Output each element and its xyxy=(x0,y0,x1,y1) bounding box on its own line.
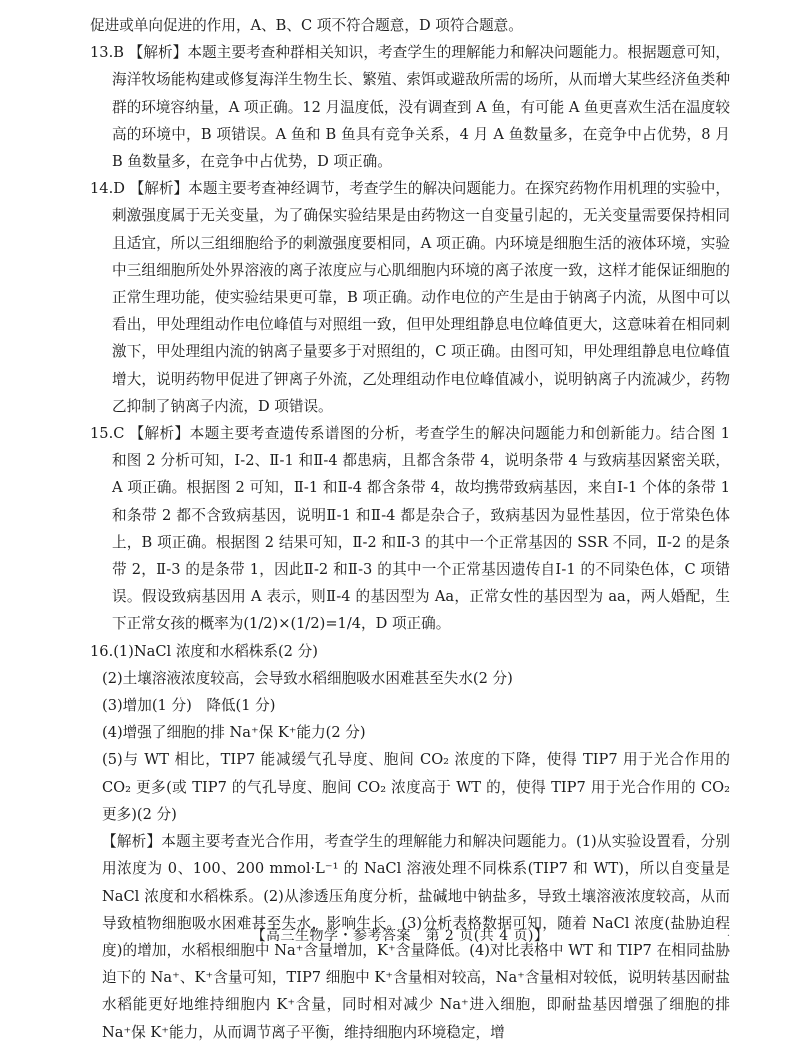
page-footer: 【高三生物学・参考答案 第 2 页(共 4 页)】 xyxy=(251,928,549,944)
answer-16-part-5: (5)与 WT 相比，TIP7 能减缓气孔导度、胞间 CO₂ 浓度的下降，使得 TIP7 用于光合作用的 CO₂ 更多(或 TIP7 的气孔导度、胞间 CO₂ 浓度高于 WT 的，使得 TIP7 用于光合作用的 CO₂ 更多)(2 分) xyxy=(102,751,730,823)
answer-15: 15.C 【解析】本题主要考查遗传系谱图的分析，考查学生的解决问题能力和创新能力。结合图 1 和图 2 分析可知，Ⅰ-2、Ⅱ-1 和Ⅱ-4 都患病，且都含条带 4，说明条带 4 与致病基因紧密关联，A 项正确。根据图 2 可知，Ⅱ-1 和Ⅱ-4 都含条带 4，故均携带致病基因，来自Ⅰ-1 个体的条带 1 和条带 2 都不含致病基因，说明Ⅱ-1 和Ⅱ-4 都是杂合子，致病基因为显性基因，位于常染色体上，B 项正确。根据图 2 结果可知，Ⅱ-2 和Ⅱ-3 的其中一个正常基因的 SSR 不同，Ⅱ-2 的是条带 2，Ⅱ-3 的是条带 1，因此Ⅱ-2 和Ⅱ-3 的其中一个正常基因遗传自Ⅰ-1 的不同染色体，C 项错误。假设致病基因用 A 表示，则Ⅱ-4 的基因型为 Aa，正常女性的基因型为 aa，两人婚配，生下正常女孩的概率为(1/2)×(1/2)=1/4，D 项正确。 xyxy=(90,425,730,633)
answer-13: 13.B 【解析】本题主要考查种群相关知识，考查学生的理解能力和解决问题能力。根据题意可知，海洋牧场能构建或修复海洋生物生长、繁殖、索饵或避敌所需的场所，从而增大某些经济鱼类种群的环境容纳量，A 项正确。12 月温度低，没有调查到 A 鱼，有可能 A 鱼更喜欢生活在温度较高的环境中，B 项错误。A 鱼和 B 鱼具有竞争关系，4 月 A 鱼数量多，在竞争中占优势，8 月 B 鱼数量多，在竞争中占优势，D 项正确。 xyxy=(90,44,730,171)
paragraph-continuation: 促进或单向促进的作用，A、B、C 项不符合题意，D 项符合题意。 xyxy=(90,17,523,34)
corner-mark: · xyxy=(726,931,730,942)
answer-16-part-2: (2)土壤溶液浓度较高，会导致水稻细胞吸水困难甚至失水(2 分) xyxy=(102,669,513,687)
answer-14: 14.D 【解析】本题主要考查神经调节，考查学生的解决问题能力。在探究药物作用机理的实验中，刺激强度属于无关变量，为了确保实验结果是由药物这一自变量引起的，无关变量需要保持相同且适宜，所以三组细胞给予的刺激强度要相同，A 项正确。内环境是细胞生活的液体环境，实验中三组细胞所处外界溶液的离子浓度应与心肌细胞内环境的离子浓度一致，这样才能保证细胞的正常生理功能，使实验结果更可靠，B 项正确。动作电位的产生是由于钠离子内流，从图中可以看出，甲处理组动作电位峰值与对照组一致，但甲处理组静息电位峰值更大，这意味着在相同刺激下，甲处理组内流的钠离子量要多于对照组的，C 项正确。由图可知，甲处理组静息电位峰值增大，说明药物甲促进了钾离子外流，乙处理组动作电位峰值减小，说明钠离子内流减少，药物乙抑制了钠离子内流，D 项错误。 xyxy=(90,180,730,415)
answer-16-part-4: (4)增强了细胞的排 Na⁺保 K⁺能力(2 分) xyxy=(102,724,366,742)
answer-16-part-3: (3)增加(1 分) 降低(1 分) xyxy=(102,697,276,715)
answer-16-part-1: 16.(1)NaCl 浓度和水稻株系(2 分) xyxy=(90,642,318,660)
answer-16-explanation: 【解析】本题主要考查光合作用，考查学生的理解能力和解决问题能力。(1)从实验设置看，分别用浓度为 0、100、200 mmol·L⁻¹ 的 NaCl 溶液处理不同株系(TIP7 和 WT)，所以自变量是 NaCl 浓度和水稻株系。(2)从渗透压角度分析，盐碱地中钠盐多，导致土壤溶液浓度较高，从而导致植物细胞吸水困难甚至失水，影响生长。(3)分析表格数据可知，随着 NaCl 浓度(盐胁迫程度)的增加，水稻根细胞中 Na⁺含量增加，K⁺含量降低。(4)对比表格中 WT 和 TIP7 在相同盐胁迫下的 Na⁺、K⁺含量可知，TIP7 细胞中 K⁺含量相对较高，Na⁺含量相对较低，说明转基因耐盐水稻能更好地维持细胞内 K⁺含量，同时相对减少 Na⁺进入细胞，即耐盐基因增强了细胞的排 Na⁺保 K⁺能力，从而调节离子平衡，维持细胞内环境稳定，增 xyxy=(102,833,730,1041)
